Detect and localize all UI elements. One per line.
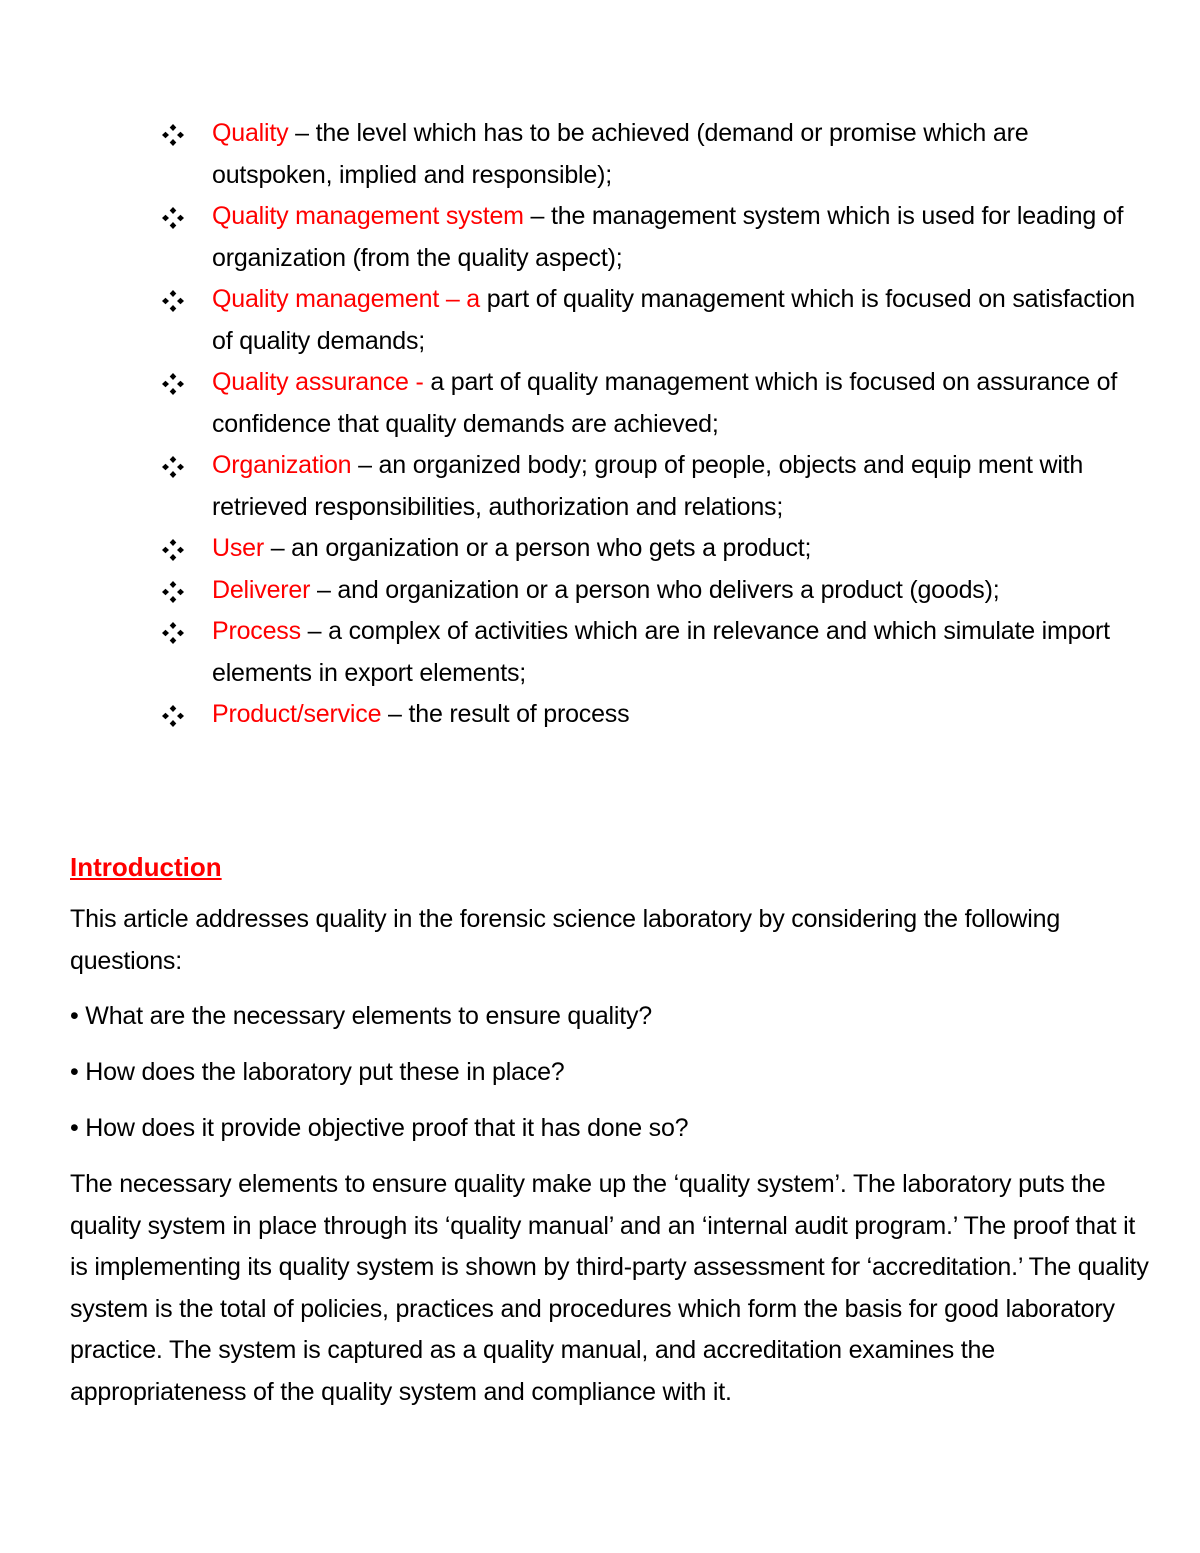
definition-term: Quality assurance - — [212, 368, 424, 396]
question-item: • How does the laboratory put these in place? — [70, 1058, 565, 1086]
definition-item-process — [160, 611, 1140, 694]
definition-term: Product/service — [212, 700, 382, 728]
definition-item-user — [160, 528, 1140, 570]
definition-term: Quality management system — [212, 202, 524, 230]
question-item: • How does it provide objective proof that it has done so? — [70, 1114, 689, 1142]
definition-item-quality-assurance — [160, 362, 1140, 445]
four-diamond-bullet-icon — [160, 113, 204, 155]
definition-text: – the management system which is used for leading of organization (from the quality aspect); — [212, 202, 1124, 272]
section-heading: Introduction — [70, 852, 222, 882]
definition-item-product-service — [160, 694, 1140, 736]
definition-item-quality-management — [160, 279, 1140, 362]
definition-text: – the result of process — [381, 700, 630, 728]
definition-term: Organization — [212, 451, 352, 479]
four-diamond-bullet-icon — [160, 694, 204, 736]
definition-text: – a complex of activities which are in relevance and which simulate import elements in export elements; — [212, 617, 1110, 687]
four-diamond-bullet-icon — [160, 362, 204, 404]
definition-term: Quality — [212, 119, 289, 147]
four-diamond-bullet-icon — [160, 445, 204, 487]
definition-item-organization — [160, 445, 1140, 528]
definitions-list — [160, 113, 1140, 736]
introduction-section — [70, 845, 1150, 1413]
definition-term: Deliverer — [212, 575, 311, 604]
definition-term: Quality management – a — [212, 285, 480, 313]
definition-item-quality-management-system — [160, 196, 1140, 279]
definition-item-quality — [160, 113, 1140, 196]
question-item: • What are the necessary elements to ensure quality? — [70, 1002, 652, 1030]
four-diamond-bullet-icon — [160, 570, 204, 612]
definition-text: a part of quality management which is focused on assurance of confidence that quality demands are achieved; — [212, 368, 1118, 438]
definition-text: – an organization or a person who gets a product; — [263, 534, 812, 562]
definition-text: part of quality management which is focused on satisfaction of quality demands; — [212, 285, 1136, 355]
summary-paragraph: The necessary elements to ensure quality make up the ‘quality system’. The laboratory puts the quality system in place through its ‘quality manual’ and an ‘internal audit program.’ The proof that it is implementing its quality system is shown by third-party assessment for ‘accreditation.’ The quality system is the total of policies, practices and procedures which form the basis for good laboratory practice. The system is captured as a quality manual, and accreditation examines the appropriateness of the quality system and compliance with it. — [70, 1170, 1149, 1406]
definition-text: – and organization or a person who delivers a product (goods); — [310, 575, 1000, 604]
four-diamond-bullet-icon — [160, 611, 204, 653]
intro-paragraph: This article addresses quality in the forensic science laboratory by considering the following questions: — [70, 905, 1061, 975]
four-diamond-bullet-icon — [160, 196, 204, 238]
definition-text: – the level which has to be achieved (demand or promise which are outspoken, implied and responsible); — [212, 119, 1029, 189]
definition-term: Process — [212, 617, 301, 645]
definition-term: User — [212, 534, 264, 562]
four-diamond-bullet-icon — [160, 528, 204, 570]
definition-text: – an organized body; group of people, objects and equip ment with retrieved responsibilities, authorization and relations; — [212, 451, 1084, 521]
definition-item-deliverer — [160, 570, 1140, 612]
four-diamond-bullet-icon — [160, 279, 204, 321]
